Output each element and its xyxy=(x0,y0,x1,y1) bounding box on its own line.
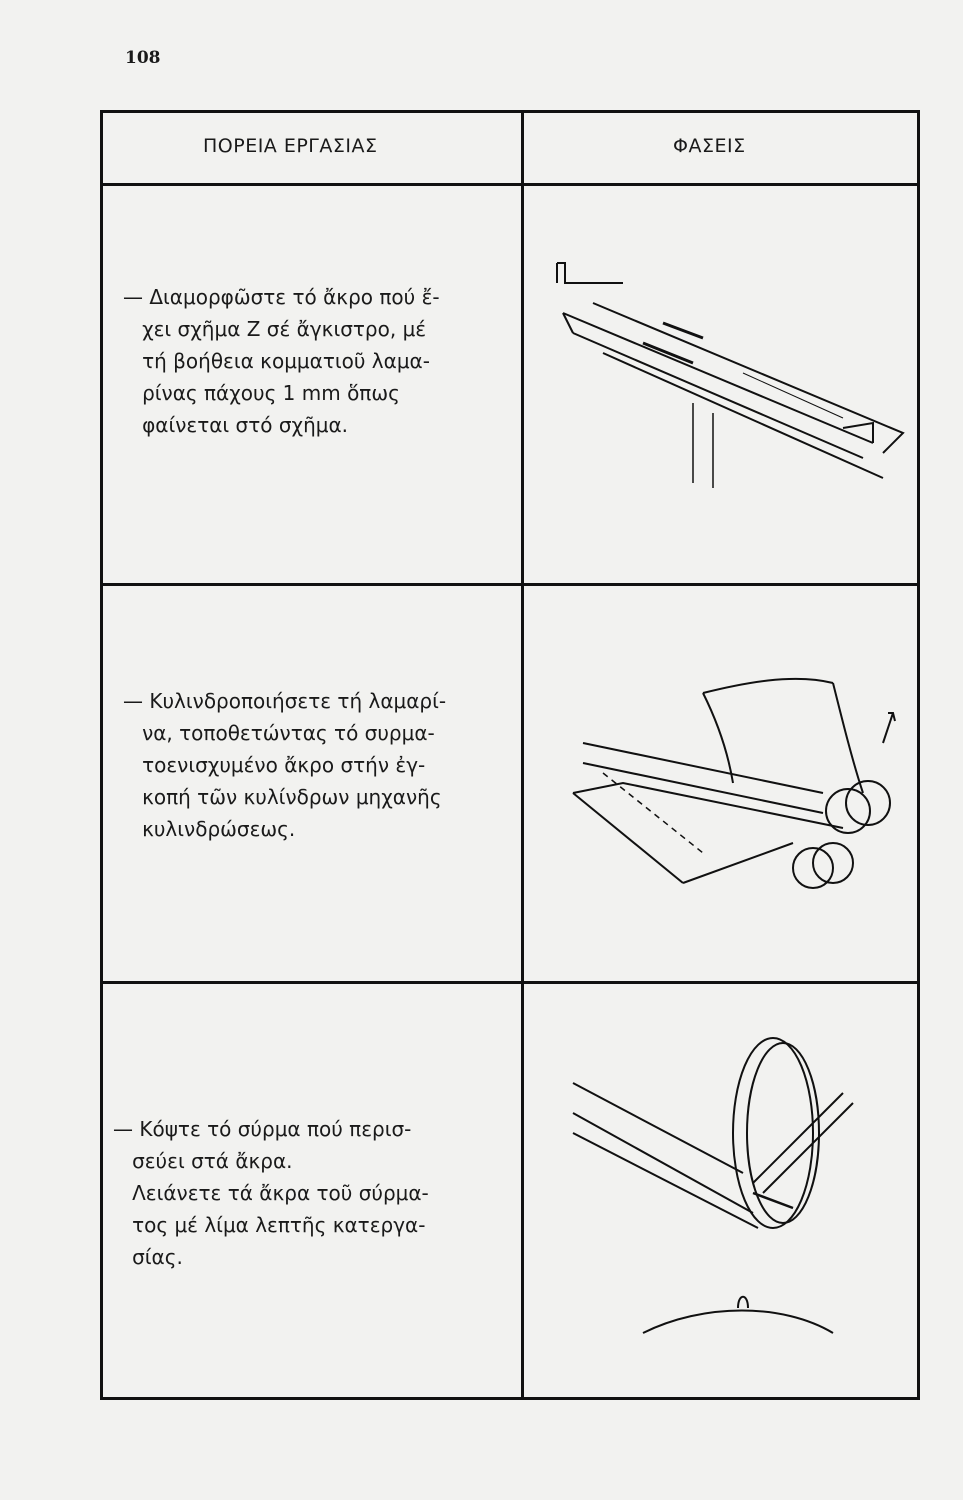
figure-wire-cutting xyxy=(543,1033,913,1373)
procedure-table xyxy=(100,110,920,1400)
step-3-text: — Κόψτε τό σύρμα πού περισ- σεύει στά ἄκρα. Λειάνετε τά ἄκρα τοῦ σύρμα- τος μέ λίμα λεπτῆς κατεργα- σίας. xyxy=(113,1117,429,1269)
header-phases: ΦΑΣΕΙΣ xyxy=(673,135,746,157)
column-divider xyxy=(521,113,524,1397)
row-divider-1 xyxy=(103,583,917,586)
step-1-text: — Διαμορφῶστε τό ἄκρο πού ἔ- χει σχῆμα Z σέ ἄγκιστρο, μέ τή βοήθεια κομματιοῦ λαμα- ρίνας πάχους 1 mm ὅπως φαίνεται στό σχῆμα. xyxy=(123,285,440,437)
header-divider xyxy=(103,183,917,186)
step-2-text: — Κυλινδροποιήσετε τή λαμαρί- να, τοποθετώντας τό συρμα- τοενισχυμένο ἄκρο στήν ἐγ- κοπή τῶν κυλίνδρων μηχανῆς κυλινδρώσεως. xyxy=(123,689,447,841)
row-divider-2 xyxy=(103,981,917,984)
figure-rolling-machine xyxy=(543,653,913,913)
page-number: 108 xyxy=(125,48,161,68)
figure-hook-forming xyxy=(543,253,913,503)
header-work-procedure: ΠΟΡΕΙΑ ΕΡΓΑΣΙΑΣ xyxy=(203,135,378,157)
